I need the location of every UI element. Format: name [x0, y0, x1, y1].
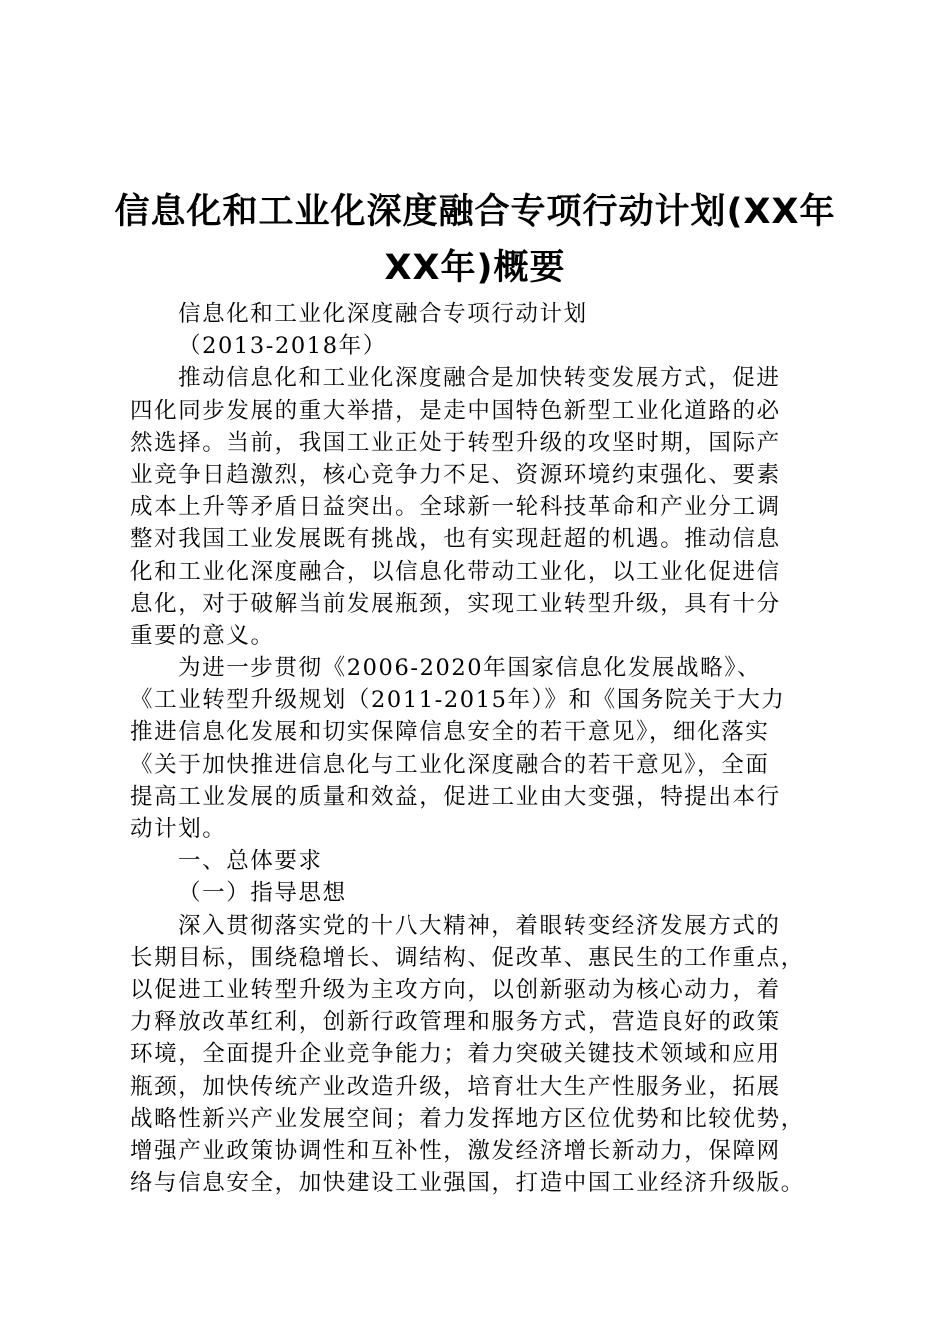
paragraph-3-line: 深入贯彻落实党的十八大精神，着眼转变经济发展方式的 — [178, 912, 781, 939]
paragraph-2-line: 《关于加快推进信息化与工业化深度融合的若干意见》，全面 — [130, 751, 770, 778]
paragraph-2-line: 《工业转型升级规划（2011-2015年）》和《国务院关于大力 — [130, 687, 786, 714]
document-body — [130, 298, 850, 1199]
paragraph-1-line: 四化同步发展的重大举措，是走中国特色新型工业化道路的必 — [130, 397, 781, 424]
subtitle-line: 信息化和工业化深度融合专项行动计划 — [178, 301, 588, 327]
paragraph-3-line: 以促进工业转型升级为主攻方向，以创新驱动为核心动力，着 — [130, 976, 781, 1003]
paragraph-1-line: 成本上升等矛盾日益突出。全球新一轮科技革命和产业分工调 — [130, 494, 781, 521]
paragraph-1-line: 化和工业化深度融合，以信息化带动工业化，以工业化促进信 — [130, 558, 781, 585]
paragraph-2-line: 提高工业发展的质量和效益，促进工业由大变强，特提出本行 — [130, 783, 781, 810]
section-heading: 一、总体要求 — [178, 848, 323, 875]
paragraph-2-line: 推进信息化发展和切实保障信息安全的若干意见》，细化落实 — [130, 719, 770, 746]
paragraph-1-line: 然选择。当前，我国工业正处于转型升级的攻坚时期，国际产 — [130, 429, 781, 456]
paragraph-2-line: 动计划。 — [130, 816, 227, 842]
subtitle-years: （2013-2018年） — [178, 333, 387, 360]
paragraph-3-line: 战略性新兴产业发展空间；着力发挥地方区位优势和比较优势， — [130, 1105, 805, 1132]
paragraph-3-line: 络与信息安全，加快建设工业强国，打造中国工业经济升级版。 — [130, 1170, 805, 1197]
paragraph-3-line: 力释放改革红利，创新行政管理和服务方式，营造良好的政策 — [130, 1009, 781, 1036]
subsection-heading: （一）指导思想 — [178, 880, 347, 907]
document-title-line-2: XX年)概要 — [384, 248, 566, 288]
paragraph-3-line: 增强产业政策协调性和互补性，激发经济增长新动力，保障网 — [130, 1137, 781, 1164]
document-title-line-1: 信息化和工业化深度融合专项行动计划(XX年 — [114, 192, 836, 232]
paragraph-3-line: 瓶颈，加快传统产业改造升级，培育壮大生产性服务业，拓展 — [130, 1073, 781, 1100]
paragraph-1-line: 业竞争日趋激烈，核心竞争力不足、资源环境约束强化、要素 — [130, 461, 781, 488]
paragraph-1-line: 推动信息化和工业化深度融合是加快转变发展方式，促进 — [178, 365, 781, 392]
paragraph-2-line: 为进一步贯彻《2006-2020年国家信息化发展战略》、 — [178, 655, 762, 682]
paragraph-3-line: 长期目标，围绕稳增长、调结构、促改革、惠民生的工作重点， — [130, 944, 805, 971]
paragraph-1-line: 息化，对于破解当前发展瓶颈，实现工业转型升级，具有十分 — [130, 590, 781, 617]
paragraph-1-line: 重要的意义。 — [130, 622, 275, 649]
paragraph-1-line: 整对我国工业发展既有挑战，也有实现赶超的机遇。推动信息 — [130, 526, 781, 553]
paragraph-3-line: 环境，全面提升企业竞争能力；着力突破关键技术领域和应用 — [130, 1041, 781, 1068]
